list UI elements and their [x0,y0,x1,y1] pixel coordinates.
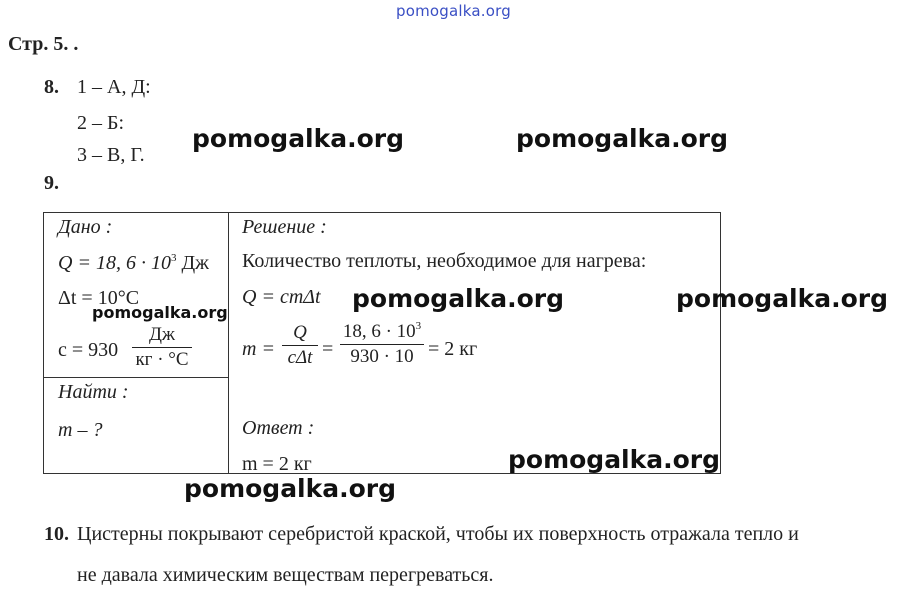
given-q-value: Q = 18, 6 · 10 [58,252,171,274]
watermark: pomogalka.org [676,284,889,313]
task10-line: Цистерны покрывают серебристой краской, чтобы их поверхность отражала тепло и [77,523,799,545]
table-divider-vertical [228,212,229,474]
task8-line: 2 – Б: [77,112,125,134]
fraction-denominator: 930 · 10 [350,346,414,367]
find-label: Найти : [58,381,129,403]
answer-label: Ответ : [242,417,315,439]
solution-m-equals: m = [242,338,275,360]
task8-line: 1 – А, Д: [77,76,151,98]
find-value: m – ? [58,419,103,441]
given-c-unit-numerator: Дж [148,324,176,345]
given-c: c = 930 [58,339,119,361]
task8-line: 3 – В, Г. [77,144,145,166]
given-label: Дано : [58,216,113,238]
solution-formula: Q = cmΔt [242,286,321,308]
solution-text: Количество теплоты, необходимое для нагрева: [242,250,647,272]
table-divider-horizontal [43,377,229,378]
given-dt: Δt = 10°C [58,287,140,309]
given-q-exponent: 3 [170,252,177,264]
solution-label: Решение : [242,216,327,238]
watermark: pomogalka.org [352,284,565,313]
answer-value: m = 2 кг [242,453,312,475]
task10-line: не давала химическим веществам перегреваться. [77,564,494,586]
solution-equals: = [322,338,334,360]
given-c-unit [132,324,192,371]
task8-number: 8. [44,76,59,98]
fraction-numerator: 18, $6 \cdot 10^3$ [342,320,422,342]
watermark: pomogalka.org [192,124,405,153]
task9-number: 9. [44,172,59,194]
fraction-numerator: Q [293,322,307,343]
given-q-unit: Дж [181,252,209,274]
page-heading: Стр. 5. . [8,33,79,55]
watermark: pomogalka.org [92,303,228,322]
watermark: pomogalka.org [508,445,721,474]
watermark: pomogalka.org [184,474,397,503]
solution-fraction-values [340,320,424,368]
given-q [58,252,209,275]
solution-fraction-formula [282,322,318,369]
given-c-unit-denominator: кг · °C [135,349,189,370]
solution-result: = 2 кг [428,338,478,360]
task10-number: 10. [44,523,69,545]
site-header-link[interactable]: pomogalka.org [396,2,511,20]
watermark: pomogalka.org [516,124,729,153]
fraction-denominator: cΔt [287,347,313,368]
